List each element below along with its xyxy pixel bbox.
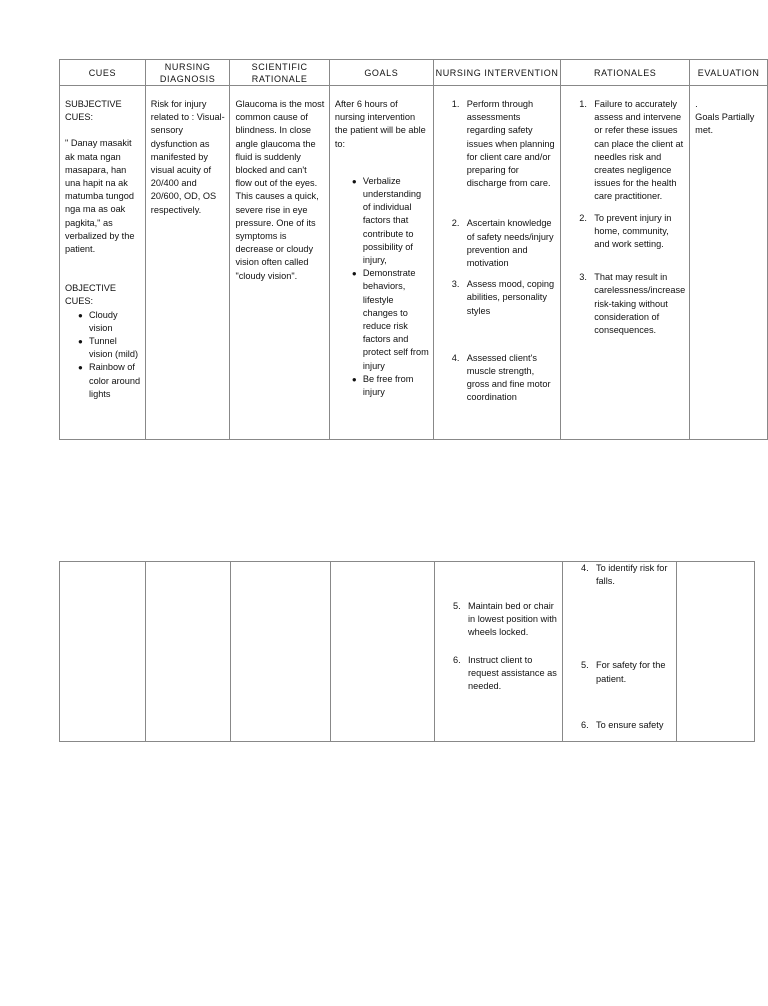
list-item: 3. That may result in carelessness/increase risk-taking without consideration of consequences. xyxy=(579,272,686,336)
rationales-cell xyxy=(561,86,690,440)
diagnosis-cell xyxy=(145,86,230,440)
header-scientific-rationale: SCIENTIFIC RATIONALE xyxy=(230,60,329,86)
header-nursing-diagnosis: NURSING DIAGNOSIS xyxy=(145,60,230,86)
list-item: 5. Maintain bed or chair in lowest position with wheels locked. xyxy=(453,601,557,638)
list-item: 4. To identify risk for falls. xyxy=(581,563,668,587)
list-item: ● Tunnel vision (mild) xyxy=(78,336,139,360)
cues-cell-continued xyxy=(60,562,146,742)
list-item: 4. Assessed client's muscle strength, gross and fine motor coordination xyxy=(451,352,551,403)
care-plan-table-continued xyxy=(59,561,755,742)
list-item: 1. Failure to accurately assess and intervene or refer these issues can place the client at needles risk and creates negligence issues for the health care practitioner. xyxy=(579,99,684,202)
header-rationales: RATIONALES xyxy=(561,60,690,86)
header-row xyxy=(60,60,768,86)
evaluation-text: Goals Partially met. xyxy=(695,112,755,136)
list-item: ● Rainbow of color around lights xyxy=(78,362,141,399)
list-item: ● Cloudy vision xyxy=(78,309,118,333)
list-item: ● Demonstrate behaviors, lifestyle changes to reduce risk factors and protect self from injury xyxy=(351,268,429,371)
scientific-rationale-cell-continued xyxy=(231,562,331,742)
goals-intro: After 6 hours of nursing intervention the patient will be able to: xyxy=(334,99,426,149)
list-item: ● Be free from injury xyxy=(351,373,414,398)
nursing-intervention-cell-continued xyxy=(435,562,563,742)
header-cues: CUES xyxy=(60,60,146,86)
bullet-icon: ● xyxy=(351,269,357,279)
list-item: 1. Perform through assessments regarding safety issues when planning for client care and/or preparing for discharge from care. xyxy=(451,99,555,189)
list-item: 2. To prevent injury in home, community, and work setting. xyxy=(579,212,672,250)
list-item: 6. Instruct client to request assistance as needed. xyxy=(453,654,557,692)
scientific-rationale-cell xyxy=(230,86,329,440)
header-nursing-intervention: NURSING INTERVENTION xyxy=(433,60,561,86)
evaluation-cell xyxy=(690,86,768,440)
bullet-icon: ● xyxy=(351,374,357,384)
bullet-icon: ● xyxy=(78,363,83,373)
diagnosis-cell-continued xyxy=(146,562,231,742)
bullet-icon: ● xyxy=(351,176,357,186)
cues-cell xyxy=(60,86,146,440)
list-item: 2. Ascertain knowledge of safety needs/injury prevention and motivation xyxy=(451,218,554,269)
list-item: 3. Assess mood, coping abilities, personality styles xyxy=(451,279,555,316)
nursing-intervention-cell xyxy=(433,86,561,440)
list-item: 5. For safety for the patient. xyxy=(581,660,666,684)
scientific-rationale-text: Glaucoma is the most common cause of blindness. In close angle glaucoma the fluid is suddenly blocked and can't flow out of the eyes. This causes a quick, severe rise in eye pressure. One of its symptoms is decrease or cloudy vision often called "cloudy vision". xyxy=(235,99,325,281)
evaluation-cell-continued xyxy=(677,562,755,742)
goals-cell-continued xyxy=(331,562,435,742)
goals-cell xyxy=(329,86,433,440)
diagnosis-text: Risk for injury related to : Visual-sensory dysfunction as manifested by visual acuity of 20/400 and 20/600, OD, OS respectively. xyxy=(150,99,225,215)
table-row xyxy=(60,562,755,742)
bullet-icon: ● xyxy=(78,337,83,347)
rationales-cell-continued xyxy=(563,562,677,742)
header-evaluation: EVALUATION xyxy=(690,60,768,86)
bullet-icon: ● xyxy=(78,310,83,320)
subjective-cues-label: SUBJECTIVE CUES: xyxy=(65,99,122,123)
header-goals: GOALS xyxy=(329,60,433,86)
evaluation-mark: . xyxy=(695,99,698,109)
list-item: 6. To ensure safety xyxy=(581,719,664,730)
list-item: ● Verbalize understanding of individual factors that contribute to possibility of injury, xyxy=(351,175,422,266)
table-row xyxy=(60,86,768,440)
subjective-quote: " Danay masakit ak mata ngan masapara, han una hapit na ak matumba tungod nga ma as oak pagkita," as verbalized by the patient. xyxy=(65,138,135,255)
objective-cues-label: OBJECTIVE CUES: xyxy=(65,283,117,307)
care-plan-table xyxy=(59,59,768,440)
